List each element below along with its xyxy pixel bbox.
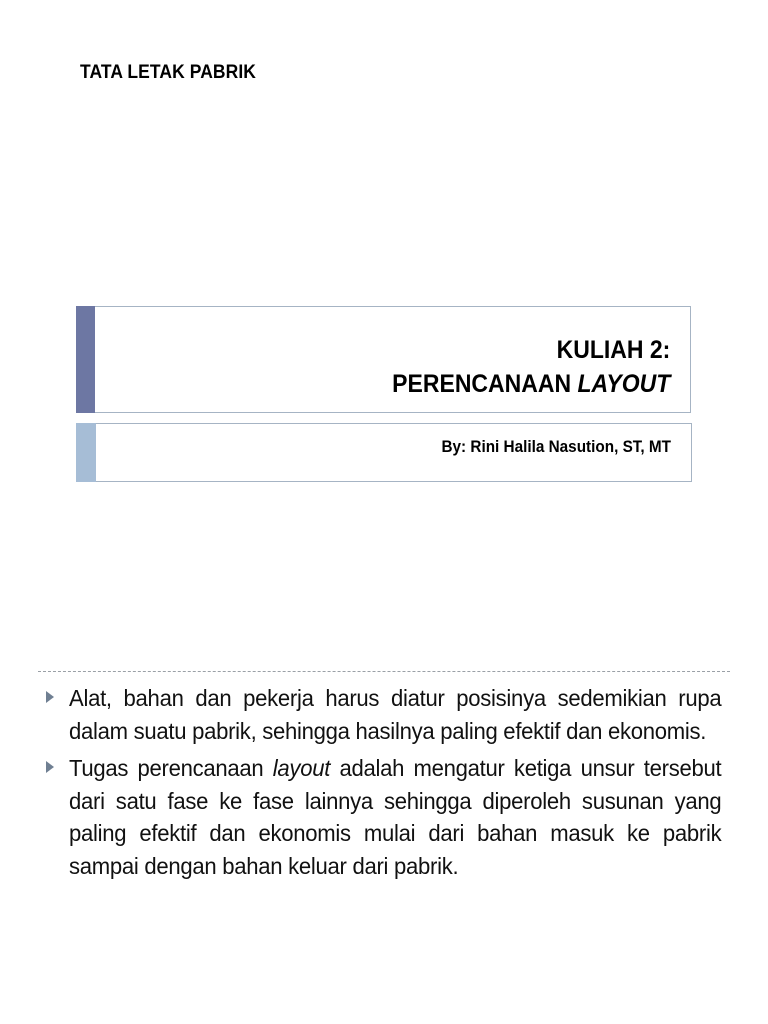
document-header-title: TATA LETAK PABRIK	[80, 62, 257, 83]
list-item	[46, 682, 722, 747]
bullet-list	[46, 682, 722, 887]
slide-title	[392, 333, 670, 401]
slide-title-line2	[392, 367, 670, 401]
bullet-text-1: Alat, bahan dan pekerja harus diatur posisinya sedemikian rupa dalam suatu pabrik, sehingga hasilnya paling efektif dan ekonomis.	[69, 685, 722, 744]
dashed-divider	[38, 671, 730, 672]
title-accent-bar	[76, 306, 95, 413]
subtitle-box	[76, 423, 692, 482]
bullet-text-2	[69, 752, 721, 882]
slide-title-line2-italic: LAYOUT	[577, 370, 670, 398]
slide-title-line1: KULIAH 2:	[556, 336, 670, 364]
title-box	[76, 306, 691, 413]
triangle-bullet-icon	[46, 761, 54, 773]
author-line: By: Rini Halila Nasution, ST, MT	[441, 437, 671, 456]
bullet-text-2-italic: layout	[272, 755, 331, 781]
subtitle-accent-bar	[76, 423, 96, 482]
slide-title-line2-prefix: PERENCANAAN	[391, 370, 578, 398]
bullet-text-2-before: Tugas perencanaan	[69, 755, 273, 781]
triangle-bullet-icon	[46, 691, 54, 703]
bullet-text-2-after: adalah mengatur ketiga unsur tersebut dari satu fase ke fase lainnya sehingga diperoleh susunan yang paling efektif dan ekonomis mulai dari bahan masuk ke pabrik sampai dengan bahan keluar dari pabrik.	[69, 755, 722, 879]
list-item	[46, 752, 722, 882]
